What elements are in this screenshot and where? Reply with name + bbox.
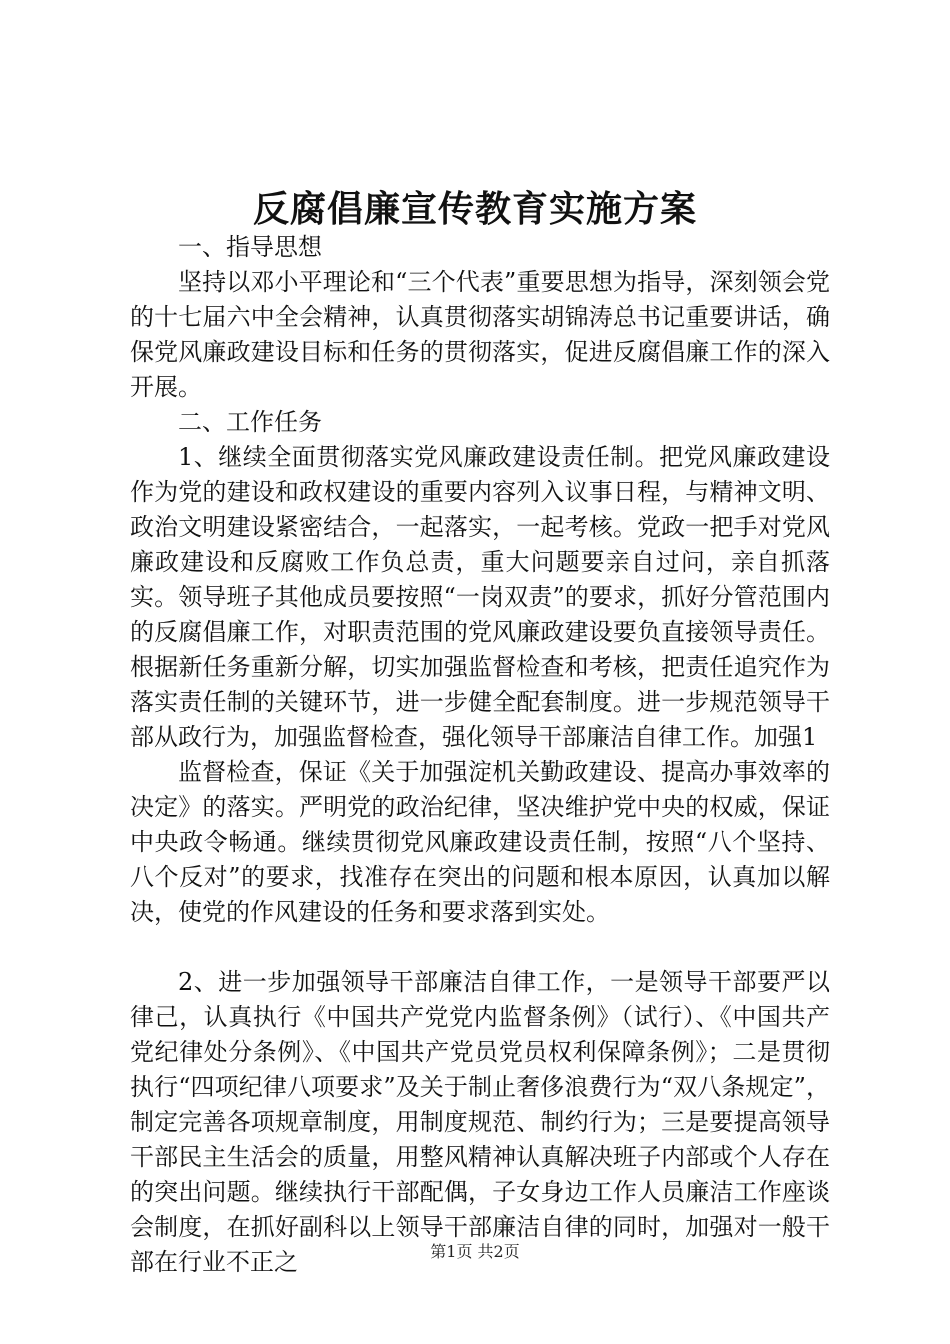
paragraph-task-2: 2、进一步加强领导干部廉洁自律工作，一是领导干部要严以律己，认真执行《中国共产党党内监督条例》（试行）、《中国共产党纪律处分条例》、《中国共产党员党员权利保障条例》；二是贯彻执行“四项纪律八项要求”及关于制止奢侈浪费行为“双八条规定”，制定完善各项规章制度，用制度规范、制约行为；三是要提高领导干部民主生活会的质量，用整风精神认真解决班子内部或个人存在的突出问题。继续执行干部配偶，子女身边工作人员廉洁工作座谈会制度，在抓好副科以上领导干部廉洁自律的同时，加强对一般干部在行业不正之 <box>130 968 830 1276</box>
paragraph-task-1: 1、继续全面贯彻落实党风廉政建设责任制。把党风廉政建设作为党的建设和政权建设的重要内容列入议事日程，与精神文明、政治文明建设紧密结合，一起落实，一起考核。党政一把手对党风廉政建设和反腐败工作负总责，重大问题要亲自过问，亲自抓落实。领导班子其他成员要按照“一岗双责”的要求，抓好分管范围内的反腐倡廉工作，对职责范围的党风廉政建设要负直接领导责任。根据新任务重新分解，切实加强监督检查和考核，把责任追究作为落实责任制的关键环节，进一步健全配套制度。进一步规范领导干部从政行为，加强监督检查，强化领导干部廉洁自律工作。加强1 <box>130 443 830 751</box>
page-footer: 第1页 共2页 <box>430 1242 520 1261</box>
blank-line <box>130 930 830 965</box>
document-title: 反腐倡廉宣传教育实施方案 <box>252 188 697 230</box>
paragraph-supervision: 监督检查，保证《关于加强淀机关勤政建设、提高办事效率的决定》的落实。严明党的政治纪律，坚决维护党中央的权威，保证中央政令畅通。继续贯彻党风廉政建设责任制，按照“八个坚持、八个反对”的要求，找准存在突出的问题和根本原因，认真加以解决，使党的作风建设的任务和要求落到实处。 <box>130 758 830 926</box>
paragraph-guiding-thought: 坚持以邓小平理论和“三个代表”重要思想为指导，深刻领会党的十七届六中全会精神，认真贯彻落实胡锦涛总书记重要讲话，确保党风廉政建设目标和任务的贯彻落实，促进反腐倡廉工作的深入开展。 <box>130 268 830 401</box>
section-heading-work-tasks: 二、工作任务 <box>178 408 322 436</box>
section-heading-guiding-thought: 一、指导思想 <box>178 233 322 261</box>
document-body <box>130 230 830 1280</box>
